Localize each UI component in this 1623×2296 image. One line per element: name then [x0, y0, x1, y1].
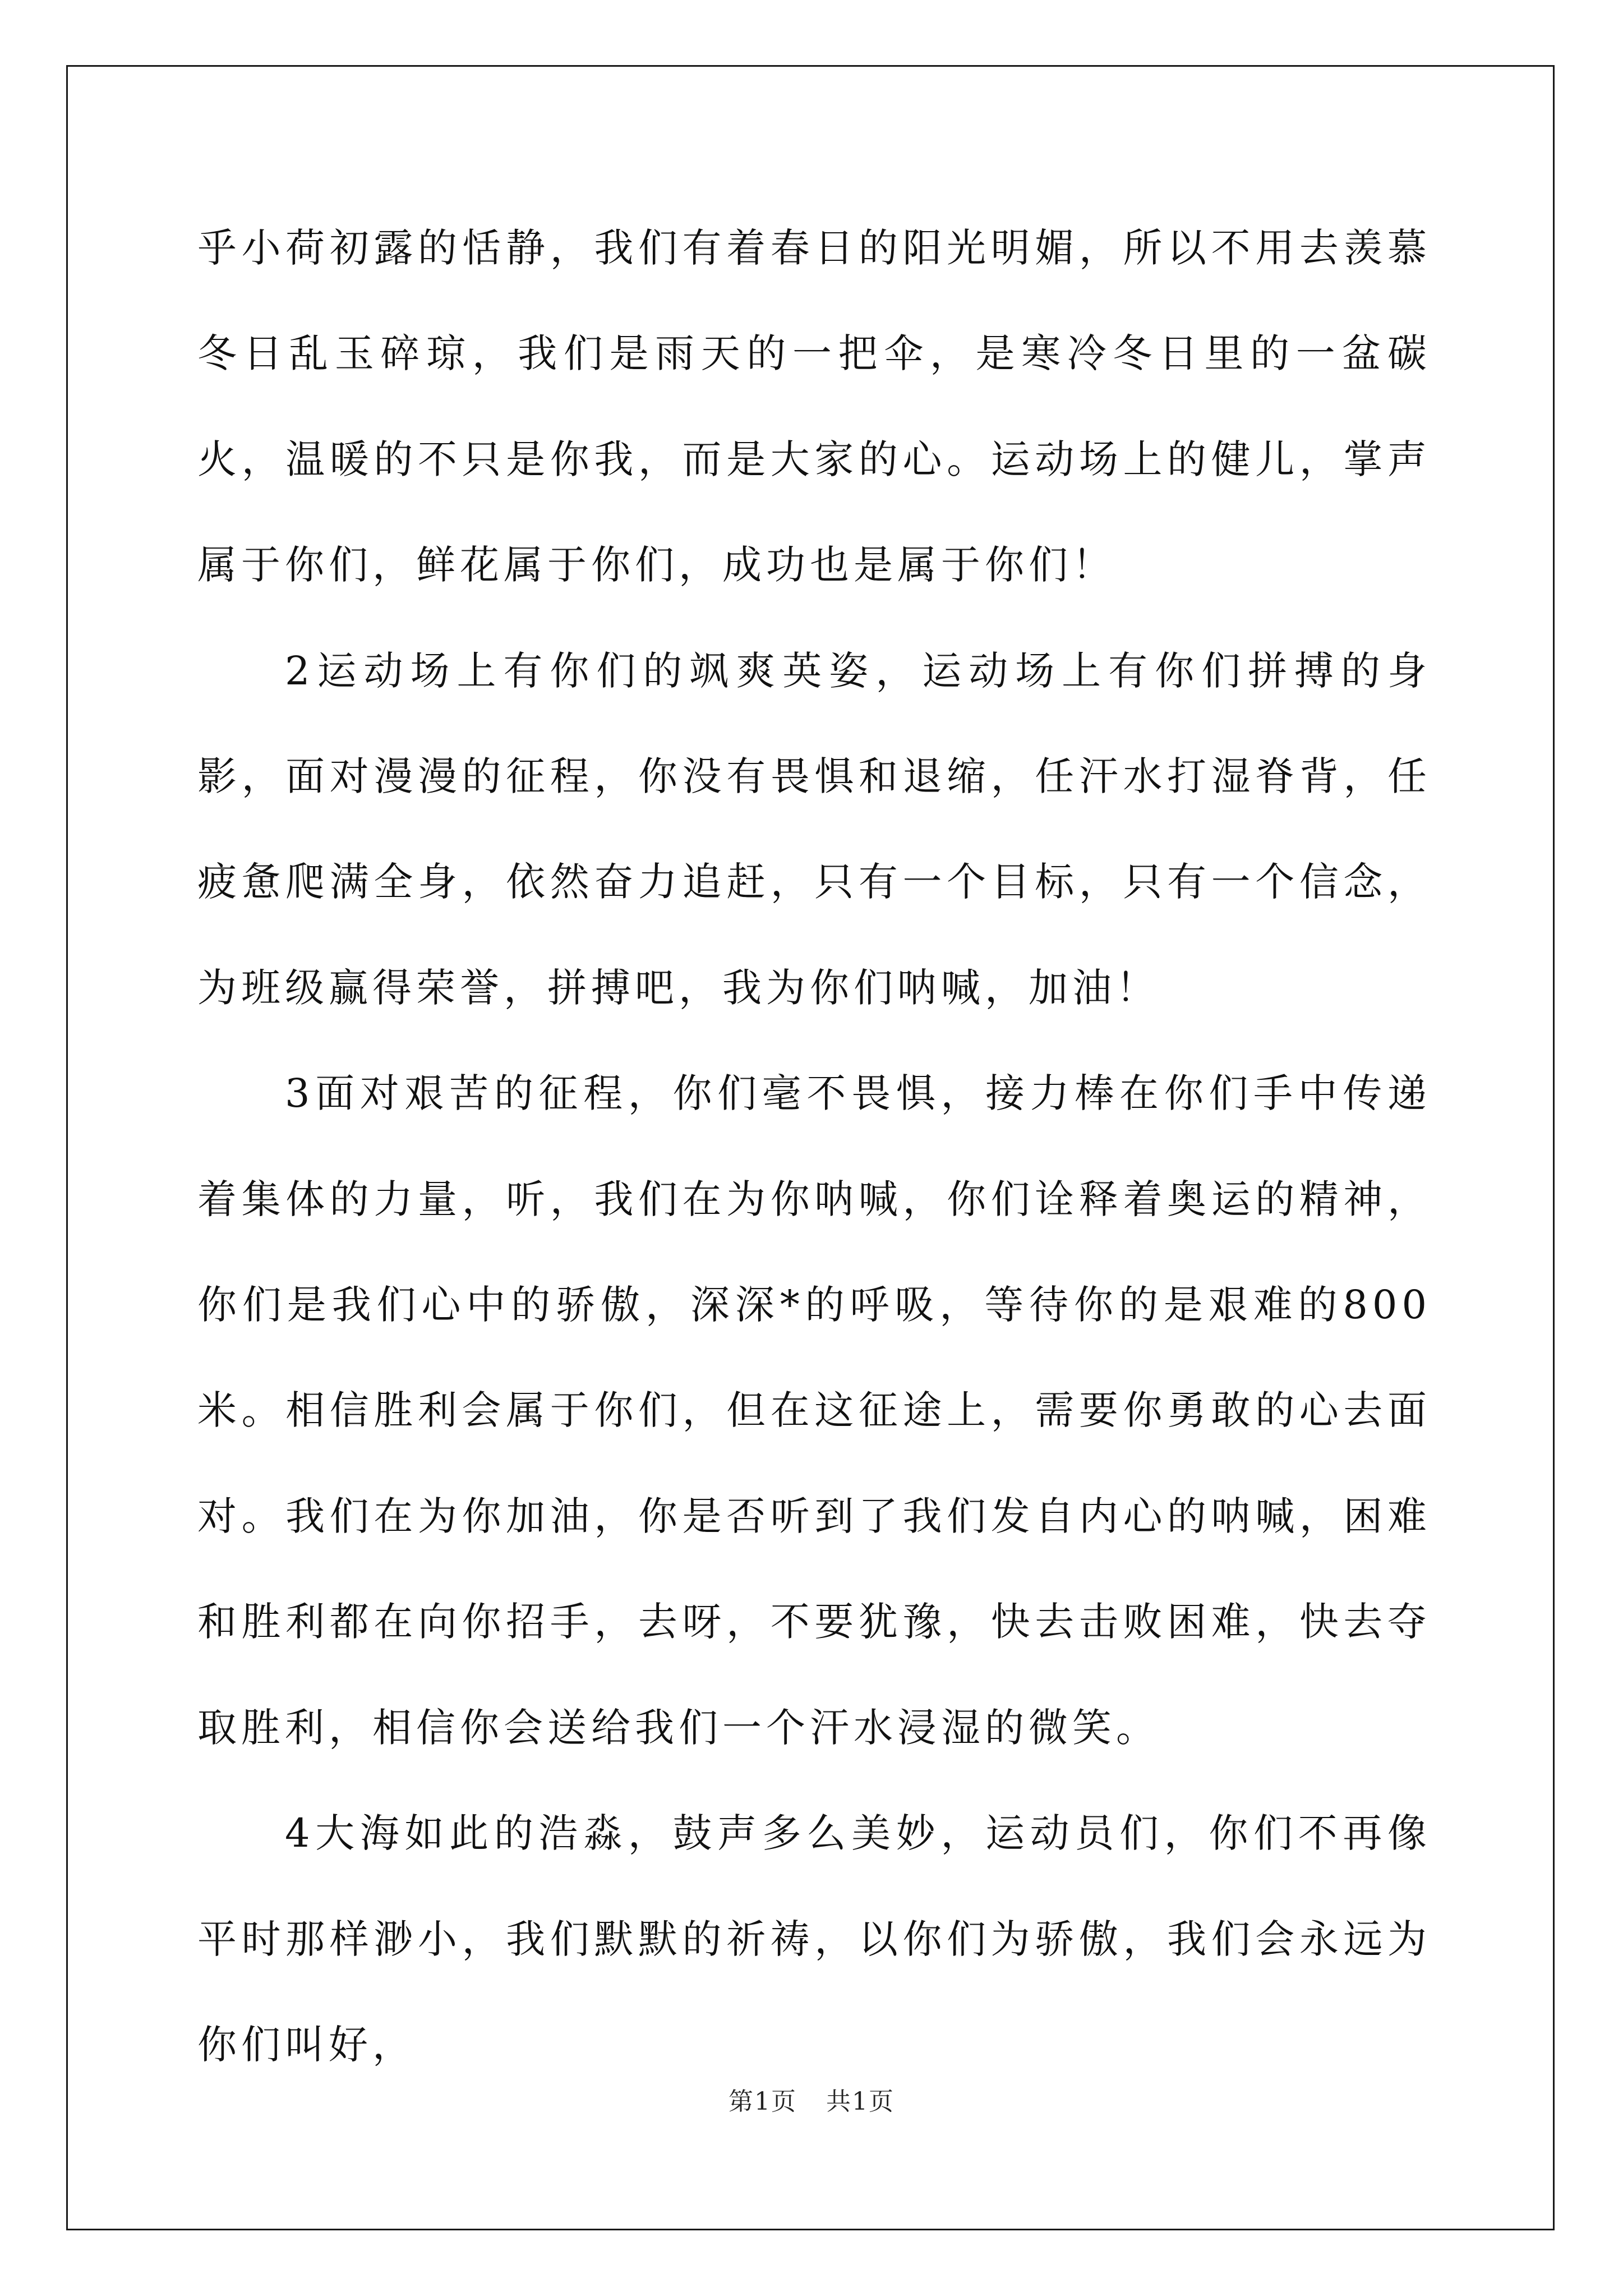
paragraph-3: 3面对艰苦的征程，你们毫不畏惧，接力棒在你们手中传递着集体的力量，听，我们在为你呐喊，你们诠释着奥运的精神，你们是我们心中的骄傲，深深*的呼吸，等待你的是艰难的800米。相信胜利会属于你们，但在这征途上，需要你勇敢的心去面对。我们在为你加油，你是否听到了我们发自内心的呐喊，困难和胜利都在向你招手，去呀，不要犹豫，快去击败困难，快去夺取胜利，相信你会送给我们一个汗水浸湿的微笑。	[197, 1070, 1431, 1751]
paragraph-2: 2运动场上有你们的飒爽英姿，运动场上有你们拼搏的身影，面对漫漫的征程，你没有畏惧和退缩，任汗水打湿脊背，任疲惫爬满全身，依然奋力追赶，只有一个目标，只有一个信念，为班级赢得荣誉，拼搏吧，我为你们呐喊，加油！	[197, 647, 1431, 1011]
page-total: 共1页	[826, 2087, 895, 2116]
paragraph-1: 乎小荷初露的恬静，我们有着春日的阳光明媚，所以不用去羡慕冬日乱玉碎琼，我们是雨天的一把伞，是寒冷冬日里的一盆碳火，温暖的不只是你我，而是大家的心。运动场上的健儿，掌声属于你们，鲜花属于你们，成功也是属于你们！	[197, 225, 1431, 588]
page-footer	[0, 2081, 1623, 2117]
document-body	[197, 195, 1431, 2097]
paragraph-4: 4大海如此的浩淼，鼓声多么美妙，运动员们，你们不再像平时那样渺小，我们默默的祈祷，以你们为骄傲，我们会永远为你们叫好，	[197, 1810, 1431, 2068]
page-number: 第1页	[728, 2087, 797, 2116]
